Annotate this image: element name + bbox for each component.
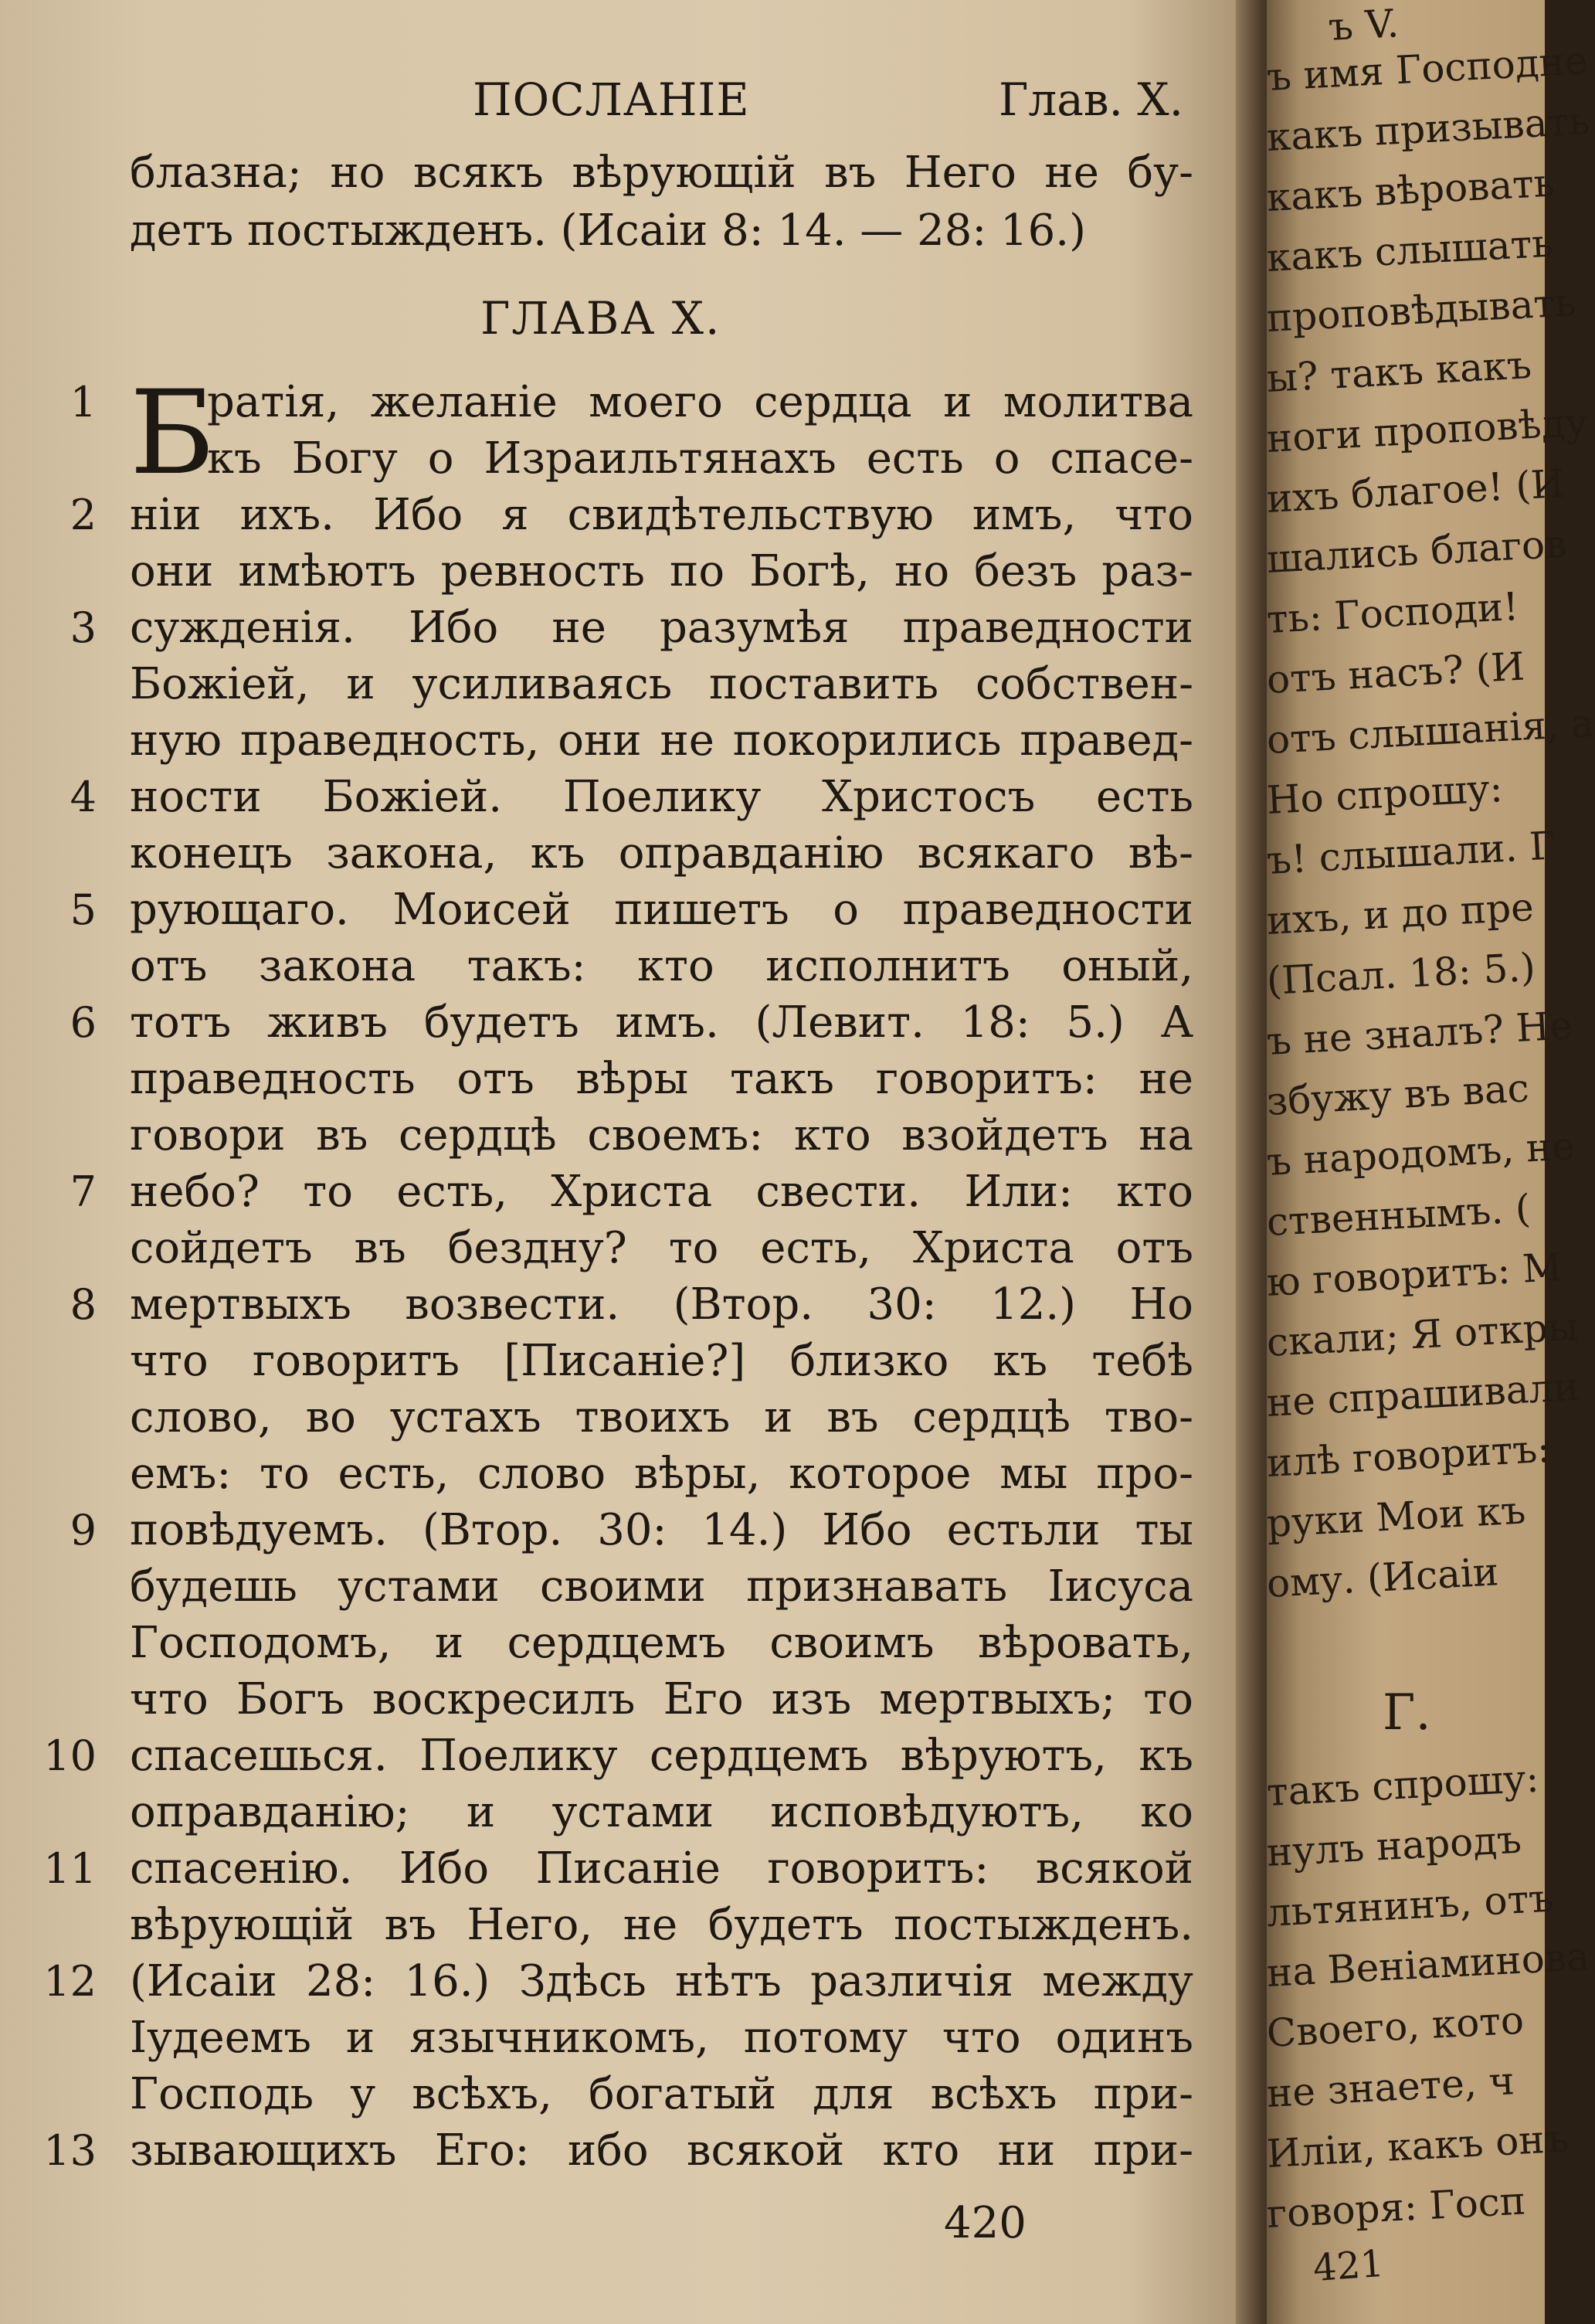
verse-number: 8 <box>70 1280 97 1329</box>
text-line: ную праведность, они не покорились правед- <box>130 715 1193 766</box>
text-line: сужденія. Ибо не разумѣя праведности <box>130 603 1193 653</box>
text-line: говори въ сердцѣ своемъ: кто взойдетъ на <box>130 1110 1193 1160</box>
running-header-chapter: Глав. X. <box>999 73 1184 126</box>
chapter-heading: ГЛАВА X. <box>480 292 721 345</box>
text-line: на Веніаминова <box>1265 1934 1591 1996</box>
text-line: ть: Господи! <box>1265 583 1520 642</box>
verse-number: 13 <box>43 2126 97 2175</box>
text-line: Божіей, и усиливаясь поставить собствен- <box>130 659 1193 709</box>
text-line: емъ: то есть, слово вѣры, которое мы про- <box>130 1449 1193 1499</box>
text-line: мертвыхъ возвести. (Втор. 30: 12.) Но <box>130 1279 1193 1330</box>
text-line: скали; Я откры <box>1265 1303 1580 1365</box>
running-header-title: ПОСЛАНIЕ <box>473 73 750 126</box>
text-line: конецъ закона, къ оправданію всякаго вѣ- <box>130 828 1193 878</box>
text-line: ніи ихъ. Ибо я свидѣтельствую имъ, что <box>130 490 1193 540</box>
text-line: не спрашивали <box>1265 1364 1580 1425</box>
text-line: Іудеемъ и язычникомъ, потому что одинъ <box>130 2013 1193 2063</box>
text-line: зывающихъ Его: ибо всякой кто ни при- <box>130 2125 1193 2176</box>
text-line: (Исаіи 28: 16.) Здѣсь нѣтъ различія между <box>130 1956 1193 2006</box>
text-line: ихъ, и до пре <box>1265 884 1536 943</box>
text-line: ому. (Исаіи <box>1265 1549 1500 1606</box>
text-line: нулъ народъ <box>1265 1816 1523 1875</box>
text-line: небо? то есть, Христа свести. Или: кто <box>130 1167 1193 1217</box>
verse-number: 11 <box>43 1844 97 1893</box>
text-line: спасенію. Ибо Писаніе говоритъ: всякой <box>130 1843 1193 1894</box>
text-line: отъ насъ? (И <box>1265 644 1526 702</box>
text-line: рующаго. Моисей пишетъ о праведности <box>130 885 1193 935</box>
text-line: илѣ говоритъ: <box>1265 1425 1552 1486</box>
page-number: 420 <box>944 2198 1027 2248</box>
text-line: (Псал. 18: 5.) <box>1265 944 1537 1004</box>
text-line: говоря: Госп <box>1265 2178 1527 2237</box>
verse-number: 7 <box>70 1167 97 1216</box>
text-line: проповѣдывать <box>1265 280 1577 341</box>
verse-number: 4 <box>70 773 97 821</box>
text-line: ъ V. <box>1327 1 1400 49</box>
text-line: шались благов <box>1265 521 1568 582</box>
verse-number: 2 <box>70 491 97 539</box>
text-line: повѣдуемъ. (Втор. 30: 14.) Ибо естьли ты <box>130 1505 1193 1555</box>
text-line: такъ спрошу: <box>1265 1755 1540 1815</box>
text-line: отъ закона такъ: кто исполнитъ оный, <box>130 941 1193 991</box>
text-line: праведность отъ вѣры такъ говоритъ: не <box>130 1054 1193 1104</box>
verse-number: 9 <box>70 1506 97 1554</box>
text-line: льтянинъ, отъ <box>1265 1875 1555 1935</box>
text-line: отъ слышанія, а <box>1265 700 1595 763</box>
text-line: ратія, желаніе моего сердца и молитва <box>207 377 1193 427</box>
verse-number: 1 <box>70 378 97 426</box>
text-line: что Богъ воскресилъ Его изъ мертвыхъ; то <box>130 1674 1193 1724</box>
text-line: Господомъ, и сердцемъ своимъ вѣровать, <box>130 1618 1193 1668</box>
page-number: 421 <box>1312 2241 1386 2291</box>
verse-number: 10 <box>43 1731 97 1780</box>
text-line: сойдетъ въ бездну? то есть, Христа отъ <box>130 1223 1193 1273</box>
text-line: они имѣютъ ревность по Богѣ, но безъ раз- <box>130 546 1193 596</box>
text-line: къ Богу о Израильтянахъ есть о спасе- <box>207 433 1193 484</box>
text-line: ы? такъ какъ <box>1265 342 1533 401</box>
text-line: что говоритъ [Писаніе?] близко къ тебѣ <box>130 1336 1193 1386</box>
verse-number: 3 <box>70 603 97 652</box>
text-line: слово, во устахъ твоихъ и въ сердцѣ тво- <box>130 1392 1193 1442</box>
text-line: збужу въ вас <box>1265 1065 1530 1124</box>
text-line: вѣрующій въ Него, не будетъ постыжденъ. <box>130 1900 1193 1950</box>
text-line: спасешься. Поелику сердцемъ вѣруютъ, къ <box>130 1731 1193 1781</box>
text-line: ственнымъ. ( <box>1265 1186 1532 1245</box>
verse-number: 12 <box>43 1957 97 2006</box>
text-line: Господь у всѣхъ, богатый для всѣхъ при- <box>130 2069 1193 2119</box>
text-line: ъ народомъ, не <box>1265 1123 1576 1184</box>
text-line: Иліи, какъ онъ <box>1265 2115 1570 2176</box>
verse-number: 5 <box>70 885 97 934</box>
text-line: какъ призывать <box>1265 98 1591 160</box>
text-line: какъ слышать <box>1265 220 1554 280</box>
verse-number: 6 <box>70 998 97 1047</box>
text-line: ихъ благое! (И <box>1265 460 1566 522</box>
text-line: руки Мои къ <box>1265 1487 1527 1546</box>
text-line: оправданію; и устами исповѣдуютъ, ко <box>130 1787 1193 1837</box>
text-line: Но спрошу: <box>1265 766 1504 823</box>
text-line: Своего, кото <box>1265 1997 1525 2056</box>
text-line: блазна; но всякъ вѣрующій въ Него не бу- <box>130 148 1193 198</box>
text-line: тотъ живъ будетъ имъ. (Левит. 18: 5.) А <box>130 997 1193 1048</box>
text-line: будешь устами своими признавать Іисуса <box>130 1561 1193 1612</box>
text-line: ъ имя Господне <box>1265 38 1589 100</box>
right-page <box>1265 0 1595 2324</box>
text-line: детъ постыжденъ. (Исаіи 8: 14. — 28: 16.) <box>130 206 1086 256</box>
text-line: ности Божіей. Поелику Христосъ есть <box>130 772 1193 822</box>
text-line: ъ! слышали. Г <box>1265 823 1556 883</box>
chapter-heading: Г. <box>1383 1684 1431 1741</box>
text-line: какъ вѣровать <box>1265 160 1556 220</box>
text-line: ноги проповѣду <box>1265 399 1590 461</box>
dropcap-letter: Б <box>130 366 215 501</box>
text-line: ю говоритъ: М <box>1265 1245 1563 1305</box>
text-line: не знаете, ч <box>1265 2058 1515 2116</box>
text-line: ъ не зналъ? Не <box>1265 1003 1574 1064</box>
